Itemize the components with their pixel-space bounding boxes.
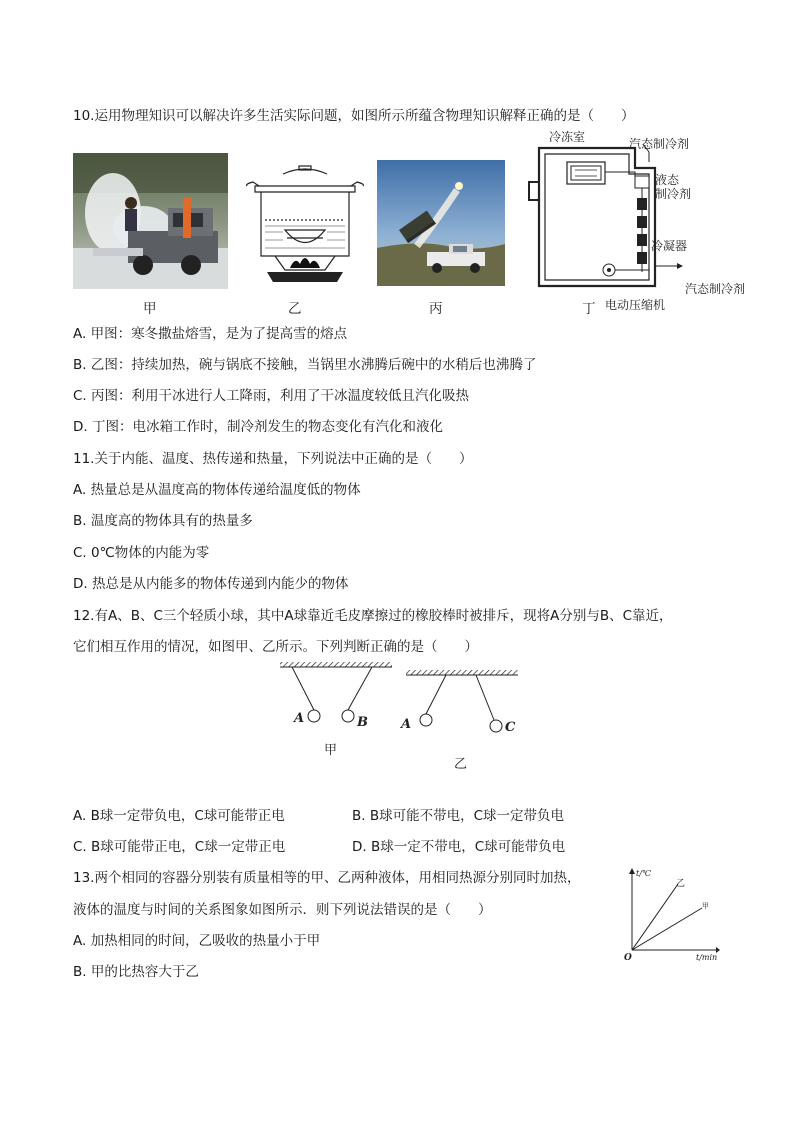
- q11-option-a: A. 热量总是从温度高的物体传递给温度低的物体: [73, 482, 361, 498]
- salt-truck-photo: [73, 153, 228, 289]
- q11-option-c: C. 0℃物体的内能为零: [73, 545, 210, 561]
- label-liquid: 液态: [655, 173, 680, 187]
- label-condenser: 冷凝器: [651, 239, 688, 253]
- q12-option-b: B. B球可能不带电，C球一定带负电: [352, 808, 565, 824]
- q12-stem-line1: 12.有A、B、C三个轻质小球，其中A球靠近毛皮摩擦过的橡胶棒时被排斥，现将A分别与B、C靠近，: [73, 608, 673, 624]
- graph-ylabel: t/℃: [636, 869, 651, 878]
- ball-label-a1: A: [294, 711, 305, 726]
- q11-option-d: D. 热总是从内能多的物体传递到内能少的物体: [73, 576, 349, 592]
- caption-yi-q12: 乙: [454, 757, 468, 772]
- rocket-launch-photo: [377, 160, 505, 286]
- q11-option-b: B. 温度高的物体具有的热量多: [73, 513, 253, 529]
- graph-xlabel: t/min: [696, 953, 718, 962]
- charged-balls-diagram: [280, 658, 530, 778]
- q10-option-a: A. 甲图：寒冬撒盐熔雪，是为了提高雪的熔点: [73, 326, 348, 342]
- graph-line-yi: 乙: [676, 879, 686, 889]
- q12-option-d: D. B球一定不带电，C球可能带负电: [352, 839, 566, 855]
- caption-jia: 甲: [143, 301, 157, 317]
- q13-option-b: B. 甲的比热容大于乙: [73, 964, 199, 980]
- caption-ding: 丁: [582, 301, 596, 317]
- q10-stem: 10.运用物理知识可以解决许多生活实际问题，如图所示所蕴含物理知识解释正确的是（ ）: [73, 108, 635, 124]
- label-gas-refrigerant-top: 汽态制冷剂: [629, 137, 690, 151]
- q12-option-c: C. B球可能带正电，C球一定带正电: [73, 839, 286, 855]
- graph-origin: O: [624, 953, 632, 963]
- label-freezer: 冷冻室: [549, 130, 586, 144]
- q13-stem-line1: 13.两个相同的容器分别装有质量相等的甲、乙两种液体，用相同热源分别同时加热，: [73, 870, 581, 886]
- q10-option-c: C. 丙图：利用干冰进行人工降雨，利用了干冰温度较低且汽化吸热: [73, 388, 470, 404]
- q12-stem-line2: 它们相互作用的情况，如图甲、乙所示。下列判断正确的是（ ）: [73, 639, 478, 655]
- q11-stem: 11.关于内能、温度、热传递和热量，下列说法中正确的是（ ）: [73, 451, 473, 467]
- label-liquid-refrigerant: 制冷剂: [655, 187, 692, 201]
- q10-option-d: D. 丁图：电冰箱工作时，制冷剂发生的物态变化有汽化和液化: [73, 419, 443, 435]
- q12-option-a: A. B球一定带负电，C球可能带正电: [73, 808, 285, 824]
- caption-jia-q12: 甲: [324, 743, 338, 758]
- pot-bowl-diagram: [245, 160, 365, 286]
- graph-line-jia: 甲: [702, 902, 709, 910]
- label-gas-refrigerant-bottom: 汽态制冷剂: [685, 282, 746, 296]
- ball-label-a2: A: [401, 717, 412, 732]
- ball-label-b: B: [357, 715, 368, 730]
- temperature-time-graph: [620, 864, 720, 964]
- caption-bing: 丙: [429, 301, 443, 317]
- caption-yi: 乙: [288, 301, 302, 317]
- refrigerator-diagram: [525, 130, 746, 312]
- label-compressor: 电动压缩机: [605, 298, 666, 312]
- ball-label-c: C: [505, 720, 516, 735]
- q10-option-b: B. 乙图：持续加热，碗与锅底不接触，当锅里水沸腾后碗中的水稍后也沸腾了: [73, 357, 537, 373]
- q13-stem-line2: 液体的温度与时间的关系图象如图所示．则下列说法错误的是（ ）: [73, 902, 492, 918]
- q13-option-a: A. 加热相同的时间，乙吸收的热量小于甲: [73, 933, 321, 949]
